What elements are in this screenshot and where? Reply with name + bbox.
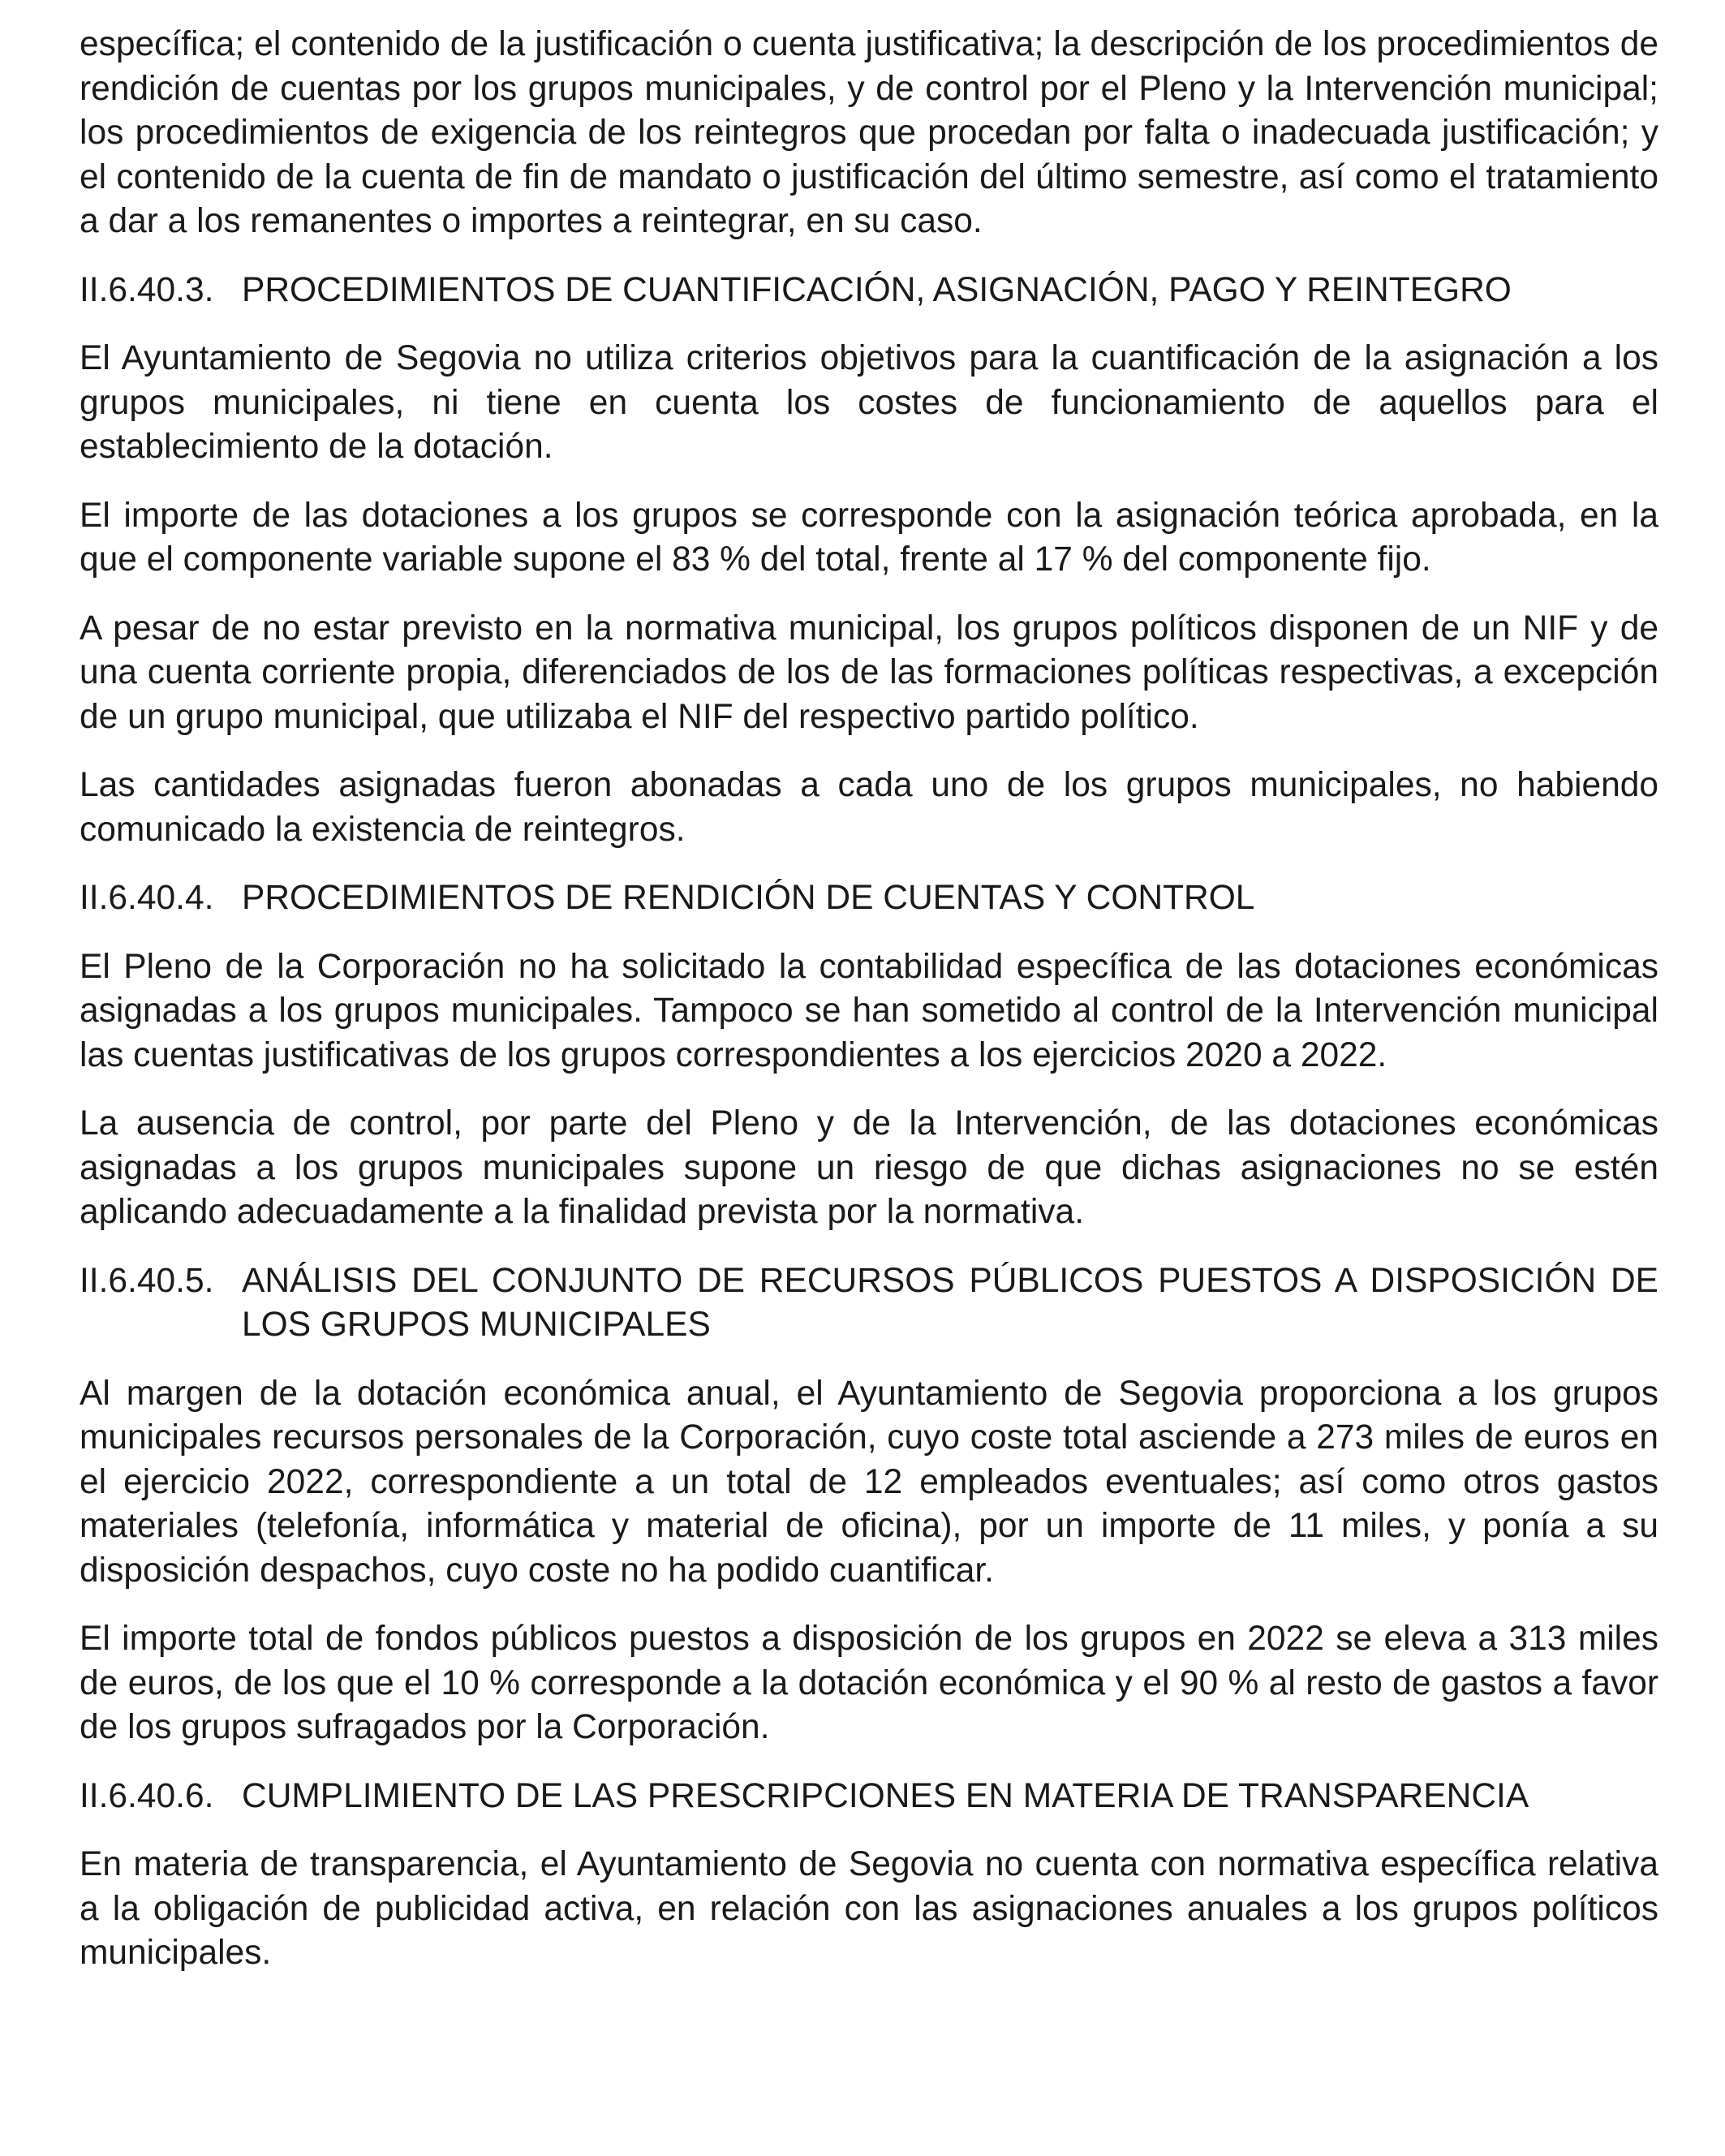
section-number: II.6.40.3. (80, 270, 214, 309)
paragraph: El Pleno de la Corporación no ha solicitado la contabilidad específica de las dotaciones económicas asignadas a los grupos municipales. Tampoco se han sometido al control de la Intervención municipal las cuentas justificativas de los grupos correspondientes a los ejercicios 2020 a 2022. (80, 947, 1658, 1074)
section-heading-ii-6-40-6 (80, 1775, 1658, 1819)
section-title: ANÁLISIS DEL CONJUNTO DE RECURSOS PÚBLICOS PUESTOS A DISPOSICIÓN DE LOS GRUPOS MUNICIPALES (242, 1261, 1658, 1344)
section-heading-ii-6-40-4 (80, 876, 1658, 921)
paragraph: Al margen de la dotación económica anual, el Ayuntamiento de Segovia proporciona a los grupos municipales recursos personales de la Corporación, cuyo coste total asciende a 273 miles de euros en el ejercicio 2022, correspondiente a un total de 12 empleados eventuales; así como otros gastos materiales (telefonía, informática y material de oficina), por un importe de 11 miles, y ponía a su disposición despachos, cuyo coste no ha podido cuantificar. (80, 1374, 1658, 1590)
paragraph: A pesar de no estar previsto en la normativa municipal, los grupos políticos disponen de un NIF y de una cuenta corriente propia, diferenciados de los de las formaciones políticas respectivas, a excepción de un grupo municipal, que utilizaba el NIF del respectivo partido político. (80, 609, 1658, 736)
section-title: PROCEDIMIENTOS DE RENDICIÓN DE CUENTAS Y CONTROL (242, 879, 1255, 917)
paragraph: El importe de las dotaciones a los grupos se corresponde con la asignación teórica aprobada, en la que el componente variable supone el 83 % del total, frente al 17 % del componente fijo. (80, 496, 1658, 579)
paragraph: El Ayuntamiento de Segovia no utiliza criterios objetivos para la cuantificación de la asignación a los grupos municipales, ni tiene en cuenta los costes de funcionamiento de aquellos para el establecimiento de la dotación. (80, 339, 1658, 466)
document-page (80, 23, 1658, 2000)
section-title: PROCEDIMIENTOS DE CUANTIFICACIÓN, ASIGNACIÓN, PAGO Y REINTEGRO (242, 270, 1512, 309)
paragraph: Las cantidades asignadas fueron abonadas a cada uno de los grupos municipales, no habiendo comunicado la existencia de reintegros. (80, 766, 1658, 849)
section-title: CUMPLIMIENTO DE LAS PRESCRIPCIONES EN MATERIA DE TRANSPARENCIA (242, 1776, 1529, 1815)
section-heading-ii-6-40-3 (80, 269, 1658, 313)
section-number: II.6.40.6. (80, 1776, 214, 1815)
paragraph: El importe total de fondos públicos puestos a disposición de los grupos en 2022 se eleva a 313 miles de euros, de los que el 10 % corresponde a la dotación económica y el 90 % al resto de gastos a favor de los grupos sufragados por la Corporación. (80, 1620, 1658, 1746)
section-number: II.6.40.5. (80, 1261, 214, 1300)
paragraph-continuation: específica; el contenido de la justificación o cuenta justificativa; la descripción de los procedimientos de rendición de cuentas por los grupos municipales, y de control por el Pleno y la Intervención municipal; los procedimientos de exigencia de los reintegros que procedan por falta o inadecuada justificación; y el contenido de la cuenta de fin de mandato o justificación del último semestre, así como el tratamiento a dar a los remanentes o importes a reintegrar, en su caso. (80, 25, 1658, 240)
paragraph: En materia de transparencia, el Ayuntamiento de Segovia no cuenta con normativa específica relativa a la obligación de publicidad activa, en relación con las asignaciones anuales a los grupos políticos municipales. (80, 1845, 1658, 1972)
section-heading-ii-6-40-5 (80, 1259, 1658, 1348)
section-number: II.6.40.4. (80, 879, 214, 917)
paragraph: La ausencia de control, por parte del Pleno y de la Intervención, de las dotaciones económicas asignadas a los grupos municipales supone un riesgo de que dichas asignaciones no se estén aplicando adecuadamente a la finalidad prevista por la normativa. (80, 1104, 1658, 1231)
